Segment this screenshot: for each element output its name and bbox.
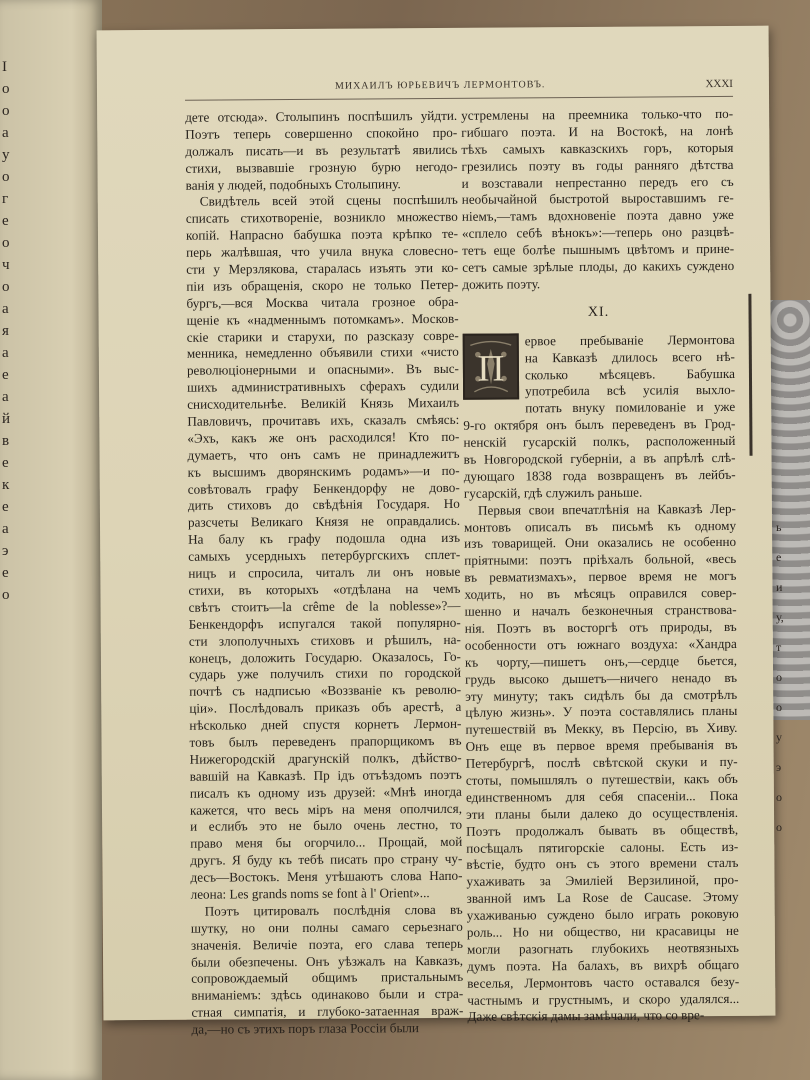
left-page-fragment: е (2, 499, 9, 515)
dropcap-letter: П (477, 348, 505, 390)
text-line: сти у Мерзлякова, старалась изъять эти ко- (186, 259, 459, 277)
text-line: званной имъ La Rose de Caucase. Этому (466, 889, 739, 906)
left-page-fragment: ч (2, 257, 10, 273)
text-line: ціи». Послѣдовалъ приказъ объ арестѣ, а (189, 699, 462, 716)
text-line: шихъ административныхъ сферахъ судили (186, 378, 460, 395)
text-line: совѣтовалъ графу Бенкендорфу не дово- (187, 479, 460, 497)
right-column-top-text (461, 106, 734, 294)
text-line: тѣхъ самыхъ кавказскихъ горъ, которыя (461, 139, 734, 157)
text-line: перь жалѣвшая, что учила внука словесно- (186, 242, 459, 260)
text-line: ніемъ,—тамъ вдохновеніе поэта давно уже (461, 207, 734, 225)
margin-fragment: е (776, 550, 782, 564)
text-line: эту минуту; такъ сидѣлъ бы да смотрѣлъ (465, 686, 738, 704)
text-line: думаетъ, что онъ самъ не принадлежитъ (187, 445, 460, 463)
text-line: эти планы были далеко до осуществленія. (465, 804, 739, 822)
text-line: сопровождаемый общимъ пристальнымъ (191, 969, 464, 987)
text-line: ервое пребываніе Лермонтова (524, 331, 735, 349)
text-line: дожить поэту. (462, 276, 541, 292)
text-line: устремлены на преемника только-что по- (461, 105, 734, 123)
page-number: XXXI (705, 77, 733, 91)
text-line: единственномъ для себя спасеніи... Пока (465, 787, 738, 805)
text-line: бургъ,—вся Москва читала грозное обра- (186, 293, 459, 311)
text-line: грезились поэту въ годы ранняго дѣтства (461, 156, 734, 174)
text-line: дующаго 1838 года возвращенъ въ лейбъ- (463, 466, 736, 484)
text-line: На балу къ графу подошла одна изъ (188, 530, 461, 547)
text-line: леона: Les grands noms se font à l' Orient»... (190, 885, 430, 902)
text-line: стихи, вызвавшіе грозную бурю негодо- (185, 158, 458, 176)
left-page-fragment: к (2, 477, 10, 493)
text-line: шутку, но они полны самаго серьезнаго (190, 918, 463, 936)
margin-fragment: о (776, 700, 782, 714)
text-line: ницъ и спросила, читалъ ли онъ новые (188, 563, 461, 581)
text-line: дить стиховъ до свѣдѣнія Государя. Но (187, 496, 460, 514)
margin-fragment: и (776, 580, 783, 594)
left-page-fragment: о (2, 169, 10, 185)
text-line: особенности отъ южнаго воздуха: «Хандра (464, 635, 737, 653)
text-line: нѣсколько дней спустя корнетъ Лермон- (189, 715, 462, 733)
text-line: конецъ, доложить Государю. Оказалось, Го- (188, 648, 461, 666)
text-line: частнымъ и грустнымъ, и скоро удалялся... (467, 990, 740, 1008)
text-line: писалъ къ одному изъ друзей: «Мнѣ иногда (189, 783, 462, 801)
left-page-fragment: а (2, 345, 9, 361)
left-page-fragment: о (2, 235, 10, 251)
left-facing-page (0, 0, 102, 1080)
text-line: роль... Но ни общество, ни красавицы не (466, 922, 739, 940)
text-line: Первыя свои впечатлѣнія на Кавказѣ Лер- (477, 500, 736, 518)
text-line: могли разогнать глубокихъ неотвязныхъ (466, 939, 740, 957)
running-head-title: МИХАИЛЪ ЮРЬЕВИЧЪ ЛЕРМОНТОВЪ. (334, 79, 546, 92)
text-line: кажется, что весь міръ на меня ополчился, (189, 800, 463, 818)
text-line: ходить, но въ мѣсяцъ оправился совер- (464, 585, 737, 602)
text-line: гибшаго поэта. И на Востокѣ, на лонѣ (461, 122, 734, 140)
text-line: піи изъ обращенія, скоро не только Петер- (186, 276, 459, 294)
text-line: списать стихотвореніе, возникло множество (185, 209, 458, 227)
left-page-fragment: й (2, 411, 11, 427)
left-page-fragment: в (2, 433, 10, 449)
text-line: сударь уже получилъ стихи по городской (189, 665, 462, 683)
text-line: щеніе къ «надменнымъ потомкамъ». Москов- (186, 310, 459, 328)
text-line: потать внуку помилованіе и уже (525, 399, 736, 416)
metal-object (770, 300, 810, 720)
text-line: да,—но съ этихъ поръ глаза Россіи были (191, 1020, 419, 1037)
left-page-fragment: г (2, 191, 9, 207)
text-line: свѣтъ стоитъ—la crême de la noblesse»?— (188, 597, 461, 615)
text-line: думъ поэта. На балахъ, въ вихрѣ общаго (467, 956, 740, 974)
text-line: Даже свѣтскія дамы замѣчали, что со вре- (467, 1007, 705, 1025)
text-line: разсчеты Великаго Князя не оправдались. (187, 513, 461, 531)
section-body (463, 332, 740, 1026)
left-page-fragment: I (2, 59, 7, 75)
text-line: значенія. Величіе поэта, его слава теперь (190, 935, 463, 953)
text-line: товъ былъ переведенъ прапорщикомъ въ (189, 732, 462, 750)
text-line: гусарскій, гдѣ служилъ раньше. (463, 484, 643, 501)
left-page-fragment: я (2, 323, 9, 339)
section-heading: XI. (587, 304, 610, 320)
margin-fragment: о (776, 820, 782, 834)
text-line: употребила всѣ усилія выхло- (525, 382, 736, 399)
text-line: путешествій въ Мекку, въ Персію, въ Хиву. (465, 720, 738, 738)
left-page-fragment: е (2, 213, 9, 229)
left-page-fragment: а (2, 301, 9, 317)
text-line: стихи, въ которыхъ «отдѣлана на чемъ (188, 580, 461, 598)
text-line: въ Новгородской губерніи, а въ апрѣлѣ слѣ- (463, 449, 736, 467)
left-page-fragment: а (2, 389, 9, 405)
text-line: вавшій на Кавказѣ. Пр ідъ отъѣздомъ поэтъ (189, 766, 462, 784)
text-line: вниманіемъ: здѣсь одинаково были и стра- (191, 986, 464, 1004)
text-line: право меня бы огорчило... Прощай, мой (190, 834, 463, 852)
text-line: дете отсюда». Столыпинъ поспѣшилъ уйдти. (185, 107, 458, 125)
text-line: сколько мѣсяцевъ. Бабушка (524, 365, 736, 382)
text-line: снисходительнѣе. Великій Князь Михаилъ (187, 394, 460, 412)
text-line: сти злополучныхъ стиховъ и рѣшилъ, на- (188, 631, 461, 649)
text-line: Павловичъ, прочитавъ ихъ, сказалъ смѣясь: (187, 411, 460, 429)
text-line: Поэтъ теперь совершенно спокойно про- (185, 124, 458, 142)
running-head (185, 74, 733, 101)
text-line: Поэтъ цитировалъ послѣднія слова въ (204, 901, 463, 919)
text-line: ухаживанью суждено было играть роковую (466, 905, 739, 923)
text-line: Нижегородскій драгунскій полкъ, дѣйство- (189, 749, 462, 767)
margin-fragment: т (776, 640, 782, 654)
text-line: «Эхъ, какъ же онъ расходился! Кто по- (187, 428, 460, 446)
text-line: монтовъ описалъ въ письмѣ къ одному (463, 517, 737, 535)
text-line: почтѣ съ надписью «Воззваніе къ револю- (189, 682, 462, 700)
left-page-fragment: о (2, 279, 10, 295)
margin-fragment: о (776, 790, 782, 804)
margin-rule (748, 294, 752, 456)
left-page-fragment: о (2, 103, 10, 119)
left-page-fragment: е (2, 455, 9, 471)
text-line: въ ревматизмахъ», первое время не могъ (464, 568, 737, 586)
text-line: ванія у людей, подобныхъ Столыпину. (185, 175, 401, 193)
text-line: нія. Поэтъ въ восторгѣ отъ природы, въ (464, 618, 737, 636)
left-page-fragment: е (2, 565, 9, 581)
text-line: самыхъ усердныхъ петербургскихъ сплет- (188, 546, 461, 564)
left-page-fragment: е (2, 367, 9, 383)
left-page-fragment: э (2, 543, 9, 559)
text-line: къ высшимъ дворянскимъ родамъ»—и по- (187, 462, 460, 480)
text-line: Свидѣтель всей этой сцены поспѣшилъ (199, 192, 458, 210)
text-line: цѣлую жизнь». У поэта составлялись планы (465, 703, 738, 721)
text-line: стоты, помышлялъ о путешествіи, какъ объ (465, 770, 738, 788)
text-line: необычайной быстротой выроставшимъ ге- (461, 190, 734, 208)
left-text-column (185, 108, 463, 1039)
text-line: скіе старики и старухи, по разсказу совре- (186, 327, 459, 345)
text-line: копій. Напрасно бабушка поэта крѣпко те- (185, 226, 459, 243)
dropcap-ornament (463, 333, 519, 399)
margin-fragment: у, (776, 610, 784, 624)
text-line: къ чорту,—пишетъ онъ,—сердце бьется, (464, 652, 738, 670)
dropcap-letter-graphic (465, 335, 517, 397)
left-page-fragment: а (2, 521, 9, 537)
text-line: ненскій гусарскій полкъ, расположенный (463, 433, 736, 450)
text-line: сетъ самые зрѣлые плоды, до какихъ суждено (462, 257, 735, 275)
text-line: Бенкендорфъ испугался такой популярно- (188, 614, 461, 632)
text-line: и еслибъ это не было очень лестно, то (190, 817, 463, 835)
text-line: 9-го октября онъ былъ переведенъ въ Грод- (463, 416, 736, 434)
text-line: пріятными: поэтъ пріѣхалъ больной, «весь (464, 551, 737, 569)
book-page (97, 26, 776, 1037)
text-line: посѣщалъ пятигорскіе салоны. Есть из- (466, 838, 739, 856)
text-line: веселья, Лермонтовъ часто оставался безу- (467, 973, 740, 991)
text-line: и возставали непрестанно передъ его съ (461, 173, 734, 191)
text-line: Онъ еще въ первое время пребыванія въ (465, 737, 738, 754)
right-column-bottom-text (463, 332, 740, 1026)
right-text-column (461, 106, 739, 1026)
text-line: «сплело себѣ вѣнокъ»:—теперь оно разцвѣ- (461, 224, 735, 242)
text-line: революціонерными и опасными». Въ выс- (186, 361, 459, 379)
left-page-fragment: а (2, 125, 9, 141)
text-line: десъ—Востокъ. Меня утѣшаютъ слова Напо- (190, 867, 463, 885)
text-line: должалъ писать—и въ результатѣ явились (185, 141, 458, 159)
text-line: менника, немедленно объявили стихи «чисто (186, 344, 459, 362)
text-line: вѣстіе, будто онъ съ этого времени сталъ (466, 855, 739, 873)
text-line: грудь высоко дышетъ—ничего ненадо въ (465, 669, 738, 687)
text-line: шенно и началъ безконечныя странствова- (464, 601, 737, 619)
text-line: тетъ еще болѣе пышнымъ цвѣтомъ и прине- (462, 241, 735, 258)
margin-fragment: о (776, 670, 782, 684)
text-line: ухаживать за Эмиліей Верзилиной, про- (466, 872, 739, 890)
text-line: стная симпатія, и глубоко-затаенная враж- (191, 1003, 464, 1020)
text-line: Петербургѣ, послѣ свѣтской скуки и пу- (465, 753, 738, 771)
left-page-fragment: о (2, 81, 10, 97)
left-page-fragment: у (2, 147, 10, 163)
text-line: другъ. Я буду къ тебѣ писать про страну чу- (190, 851, 463, 868)
left-page-fragment: о (2, 587, 10, 603)
text-line: изъ товарищей. Они оказались не особенно (464, 534, 737, 552)
text-line: были обезпечены. Онъ уѣзжалъ на Кавказъ, (191, 952, 464, 970)
margin-fragment: у (776, 730, 782, 744)
text-line: Поэтъ продолжалъ бывать въ обществѣ, (466, 821, 739, 839)
margin-fragment: э (776, 760, 782, 774)
margin-fragment: ь (776, 520, 782, 534)
text-line: на Кавказѣ длилось всего нѣ- (524, 348, 735, 366)
